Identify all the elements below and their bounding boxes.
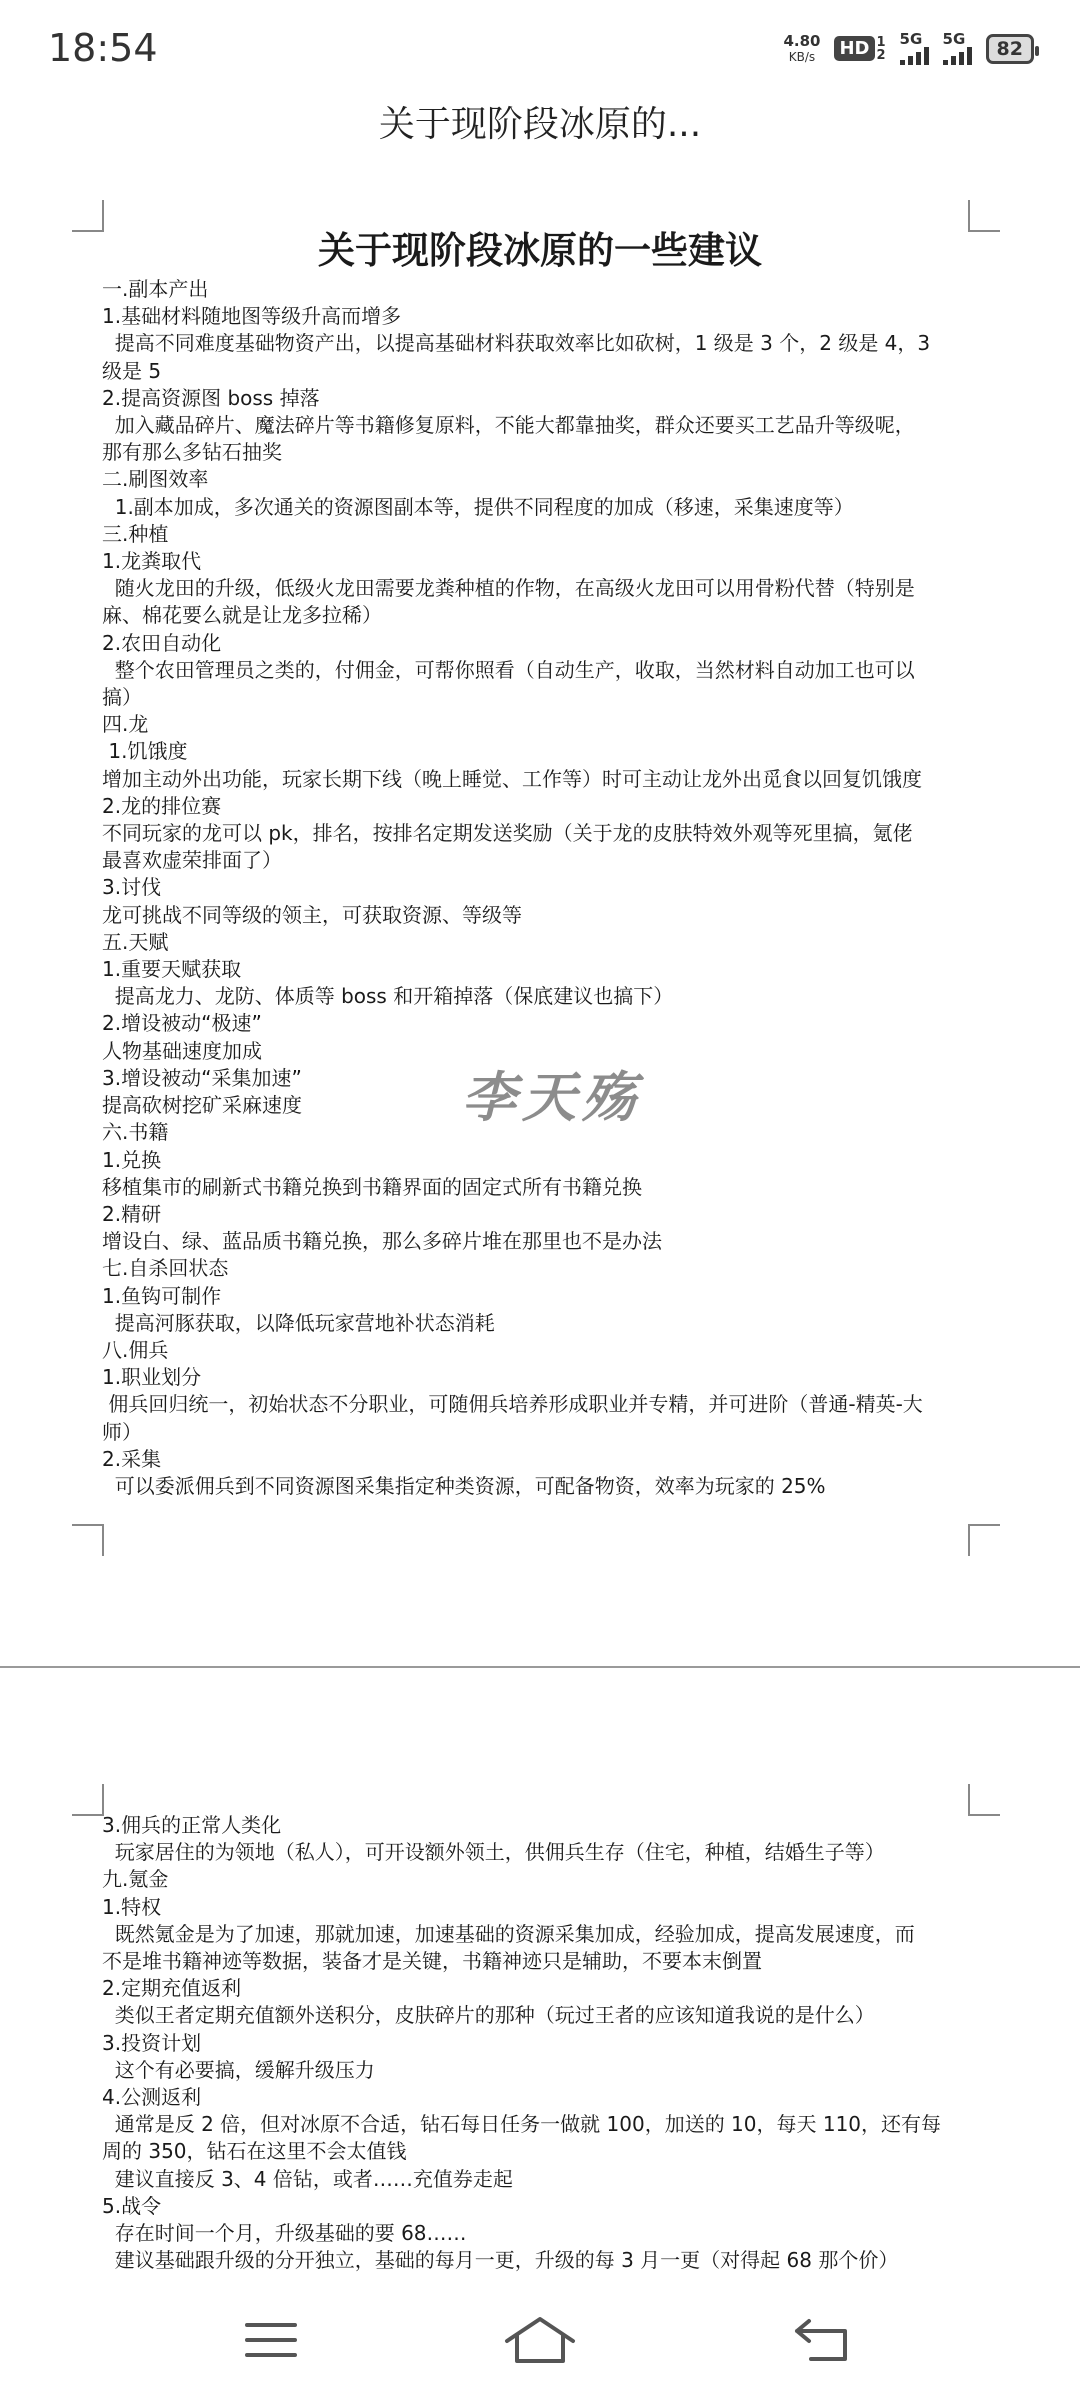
text-line: 1.鱼钩可制作 <box>102 1283 222 1308</box>
network-speed-unit: KB/s <box>788 49 816 64</box>
back-icon <box>793 2317 853 2363</box>
page-divider <box>0 1666 1080 1668</box>
text-line: 不是堆书籍神迹等数据，装备才是关键，书籍神迹只是辅助，不要本末倒置 <box>102 1949 762 1974</box>
text-line: 1.职业划分 <box>102 1365 202 1390</box>
text-line: 增设白、绿、蓝品质书籍兑换，那么多碎片堆在那里也不是办法 <box>102 1229 662 1254</box>
text-line: 八.佣兵 <box>102 1337 169 1362</box>
text-line: 建议基础跟升级的分开独立，基础的每月一更，升级的每 3 月一更（对得起 68 那个价） <box>102 2248 899 2273</box>
page-1-body <box>102 276 982 1500</box>
text-line: 2.采集 <box>102 1446 162 1471</box>
text-line: 搞） <box>102 685 142 710</box>
hd-indicator <box>834 36 885 62</box>
text-line: 建议直接反 3、4 倍钻，或者……充值券走起 <box>102 2166 513 2191</box>
text-line: 最喜欢虚荣排面了） <box>102 848 282 873</box>
text-line: 人物基础速度加成 <box>102 1038 262 1063</box>
text-line: 九.氪金 <box>102 1867 169 1892</box>
text-line: 五.天赋 <box>102 929 169 954</box>
text-line: 不同玩家的龙可以 pk，排名，按排名定期发送奖励（关于龙的皮肤特效外观等死里搞，氪佬 <box>102 821 913 846</box>
text-line: 3.增设被动“采集加速” <box>102 1065 302 1090</box>
hd-icon: HD <box>834 36 874 61</box>
text-line: 通常是反 2 倍，但对冰原不合适，钻石每日任务一做就 100，加送的 10，每天 110，还有每 <box>102 2112 942 2137</box>
status-icons <box>783 32 1034 65</box>
text-line: 龙可挑战不同等级的领主，可获取资源、等级等 <box>102 902 522 927</box>
text-line: 存在时间一个月，升级基础的要 68…… <box>102 2221 467 2246</box>
network-speed <box>783 33 820 65</box>
text-line: 1.饥饿度 <box>102 739 188 764</box>
text-line: 提高不同难度基础物资产出，以提高基础材料获取效率比如砍树，1 级是 3 个，2 级是 4，3 <box>102 331 931 356</box>
text-line: 1.重要天赋获取 <box>102 957 242 982</box>
text-line: 1.特权 <box>102 1894 162 1919</box>
net-type-1: 5G <box>899 30 923 48</box>
text-line: 4.公测返利 <box>102 2085 202 2110</box>
text-line: 提高河豚获取，以降低玩家营地补状态消耗 <box>102 1310 495 1335</box>
text-line: 三.种植 <box>102 521 169 546</box>
navigation-bar <box>0 2290 1080 2400</box>
page-corner-mark <box>968 1524 1000 1556</box>
text-line: 四.龙 <box>102 712 149 737</box>
battery-icon: 82 <box>986 34 1034 64</box>
text-line: 类似王者定期充值额外送积分，皮肤碎片的那种（玩过王者的应该知道我说的是什么） <box>102 2003 875 2028</box>
text-line: 师） <box>102 1419 142 1444</box>
page-heading: 关于现阶段冰原的一些建议 <box>318 229 762 272</box>
watermark-signature: 李天殇 <box>462 1065 642 1129</box>
home-icon <box>503 2315 577 2365</box>
text-line: 1.基础材料随地图等级升高而增多 <box>102 304 402 329</box>
page-corner-mark <box>72 1784 104 1816</box>
home-button[interactable] <box>495 2310 585 2370</box>
text-line: 那有那么多钻石抽奖 <box>102 440 282 465</box>
back-button[interactable] <box>778 2310 868 2370</box>
text-line: 2.农田自动化 <box>102 630 222 655</box>
text-line: 1.龙粪取代 <box>102 549 202 574</box>
menu-button[interactable] <box>226 2310 316 2370</box>
text-line: 提高砍树挖矿采麻速度 <box>102 1093 302 1118</box>
text-line: 可以委派佣兵到不同资源图采集指定种类资源，可配备物资，效率为玩家的 25% <box>102 1473 826 1498</box>
text-line: 2.提高资源图 boss 掉落 <box>102 385 320 410</box>
text-line: 1.兑换 <box>102 1147 162 1172</box>
text-line: 二.刷图效率 <box>102 467 209 492</box>
text-line: 增加主动外出功能，玩家长期下线（晚上睡觉、工作等）时可主动让龙外出觅食以回复饥饿度 <box>102 766 922 791</box>
text-line: 麻、棉花要么就是让龙多拉稀） <box>102 603 382 628</box>
text-line: 级是 5 <box>102 358 162 383</box>
text-line: 3.佣兵的正常人类化 <box>102 1813 282 1837</box>
text-line: 提高龙力、龙防、体质等 boss 和开箱掉落（保底建议也搞下） <box>102 984 674 1009</box>
text-line: 七.自杀回状态 <box>102 1256 229 1281</box>
text-line: 玩家居住的为领地（私人），可开设额外领土，供佣兵生存（住宅，种植，结婚生子等） <box>102 1840 885 1865</box>
text-line: 周的 350，钻石在这里不会太值钱 <box>102 2139 407 2164</box>
text-line: 3.讨伐 <box>102 875 162 900</box>
signal-icon-2 <box>943 32 972 65</box>
signal-icon-1 <box>900 32 929 65</box>
text-line: 加入藏品碎片、魔法碎片等书籍修复原料，不能大都靠抽奖，群众还要买工艺品升等级呢， <box>102 413 915 438</box>
net-type-2: 5G <box>942 30 966 48</box>
status-bar <box>0 0 1080 100</box>
page-2-body <box>102 1812 982 2274</box>
text-line: 5.战令 <box>102 2193 162 2218</box>
page-corner-mark <box>72 1524 104 1556</box>
text-line: 佣兵回归统一，初始状态不分职业，可随佣兵培养形成职业并专精，并可进阶（普通-精英-大 <box>102 1392 923 1417</box>
text-line: 既然氪金是为了加速，那就加速，加速基础的资源采集加成，经验加成，提高发展速度，而 <box>102 1921 915 1946</box>
network-speed-value: 4.80 <box>783 31 821 50</box>
text-line: 移植集市的刷新式书籍兑换到书籍界面的固定式所有书籍兑换 <box>102 1174 642 1199</box>
text-line: 2.定期充值返利 <box>102 1976 242 2001</box>
text-line: 1.副本加成，多次通关的资源图副本等，提供不同程度的加成（移速，采集速度等） <box>102 494 854 519</box>
text-line: 3.投资计划 <box>102 2030 202 2055</box>
status-time: 18:54 <box>48 26 158 70</box>
sim-a-label: 1 <box>876 34 886 50</box>
document-title: 关于现阶段冰原的... <box>378 104 702 145</box>
text-line: 这个有必要搞，缓解升级压力 <box>102 2057 375 2082</box>
text-line: 整个农田管理员之类的，付佣金，可帮你照看（自动生产，收取，当然材料自动加工也可以 <box>102 657 915 682</box>
text-line: 随火龙田的升级，低级火龙田需要龙粪种植的作物，在高级火龙田可以用骨粉代替（特别是 <box>102 576 915 601</box>
text-line: 六.书籍 <box>102 1120 169 1145</box>
sim-b-label: 2 <box>876 47 886 63</box>
text-line: 2.龙的排位赛 <box>102 793 222 818</box>
text-line: 一.副本产出 <box>102 277 209 301</box>
menu-icon <box>243 2320 299 2360</box>
text-line: 2.精研 <box>102 1201 162 1226</box>
text-line: 2.增设被动“极速” <box>102 1011 262 1036</box>
